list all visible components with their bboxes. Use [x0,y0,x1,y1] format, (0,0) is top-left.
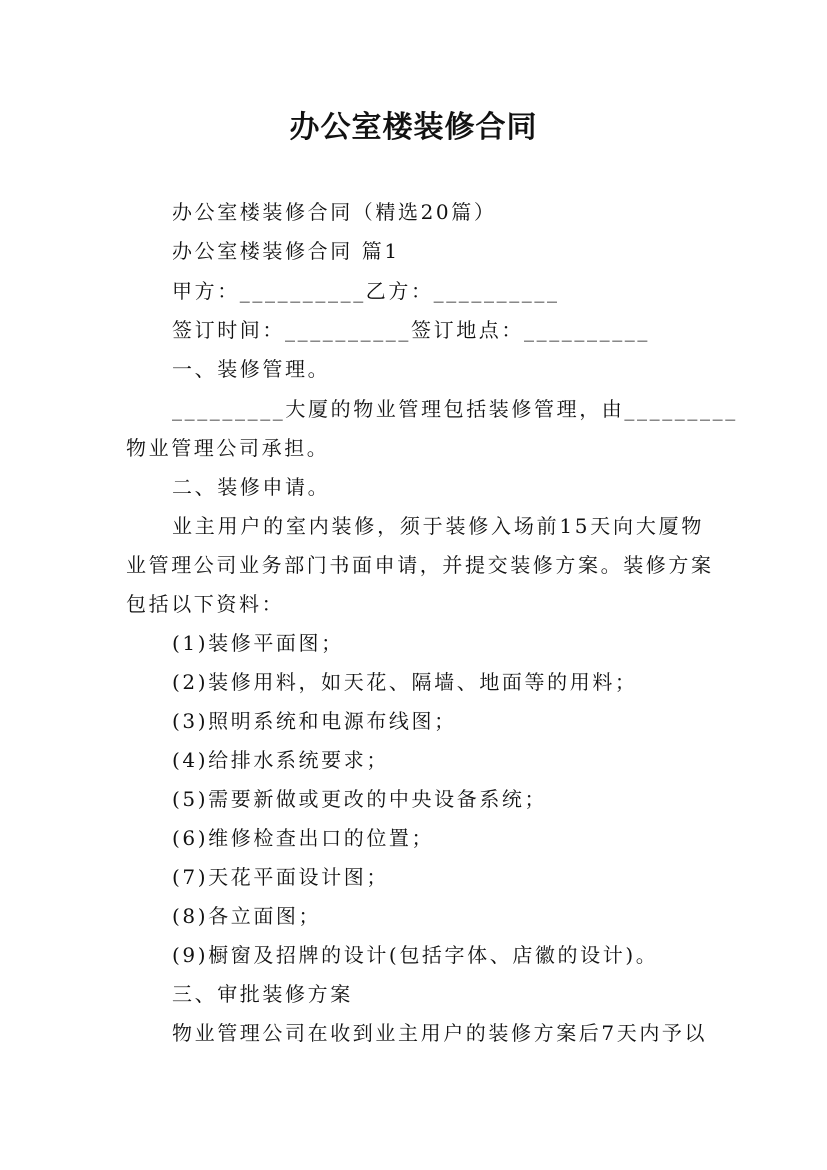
clause-heading-2: 二、装修申请。 [172,475,331,499]
signing-line: 签订时间：__________签订地点：__________ [172,318,650,342]
document-title: 办公室楼装修合同 [289,110,538,145]
paragraph-line: _________大厦的物业管理包括装修管理，由_________ [172,397,738,421]
list-item: (5)需要新做或更改的中央设备系统； [172,787,548,811]
clause-heading-1: 一、装修管理。 [172,357,331,381]
party-line: 甲方：__________乙方：__________ [172,279,560,303]
subtitle-line: 办公室楼装修合同（精选20篇） [172,200,497,224]
list-item: (6)维修检查出口的位置； [172,826,435,850]
paragraph-line: 业主用户的室内装修，须于装修入场前15天向大厦物 [172,514,704,538]
list-item: (1)装修平面图； [172,631,344,655]
paragraph-line: 物业管理公司在收到业主用户的装修方案后7天内予以 [172,1021,708,1045]
section-heading: 办公室楼装修合同 篇1 [172,239,400,263]
list-item: (3)照明系统和电源布线图； [172,709,457,733]
paragraph-line: 物业管理公司承担。 [126,436,330,460]
paragraph-line: 包括以下资料： [126,592,285,616]
list-item: (7)天花平面设计图； [172,865,389,889]
list-item: (8)各立面图； [172,904,322,928]
paragraph-line: 业管理公司业务部门书面申请，并提交装修方案。装修方案 [126,553,714,577]
clause-heading-3: 三、审批装修方案 [172,982,353,1006]
list-item: (4)给排水系统要求； [172,748,389,772]
list-item: (2)装修用料，如天花、隔墙、地面等的用料； [172,670,638,694]
list-item: (9)橱窗及招牌的设计(包括字体、店徽的设计)。 [172,943,659,967]
